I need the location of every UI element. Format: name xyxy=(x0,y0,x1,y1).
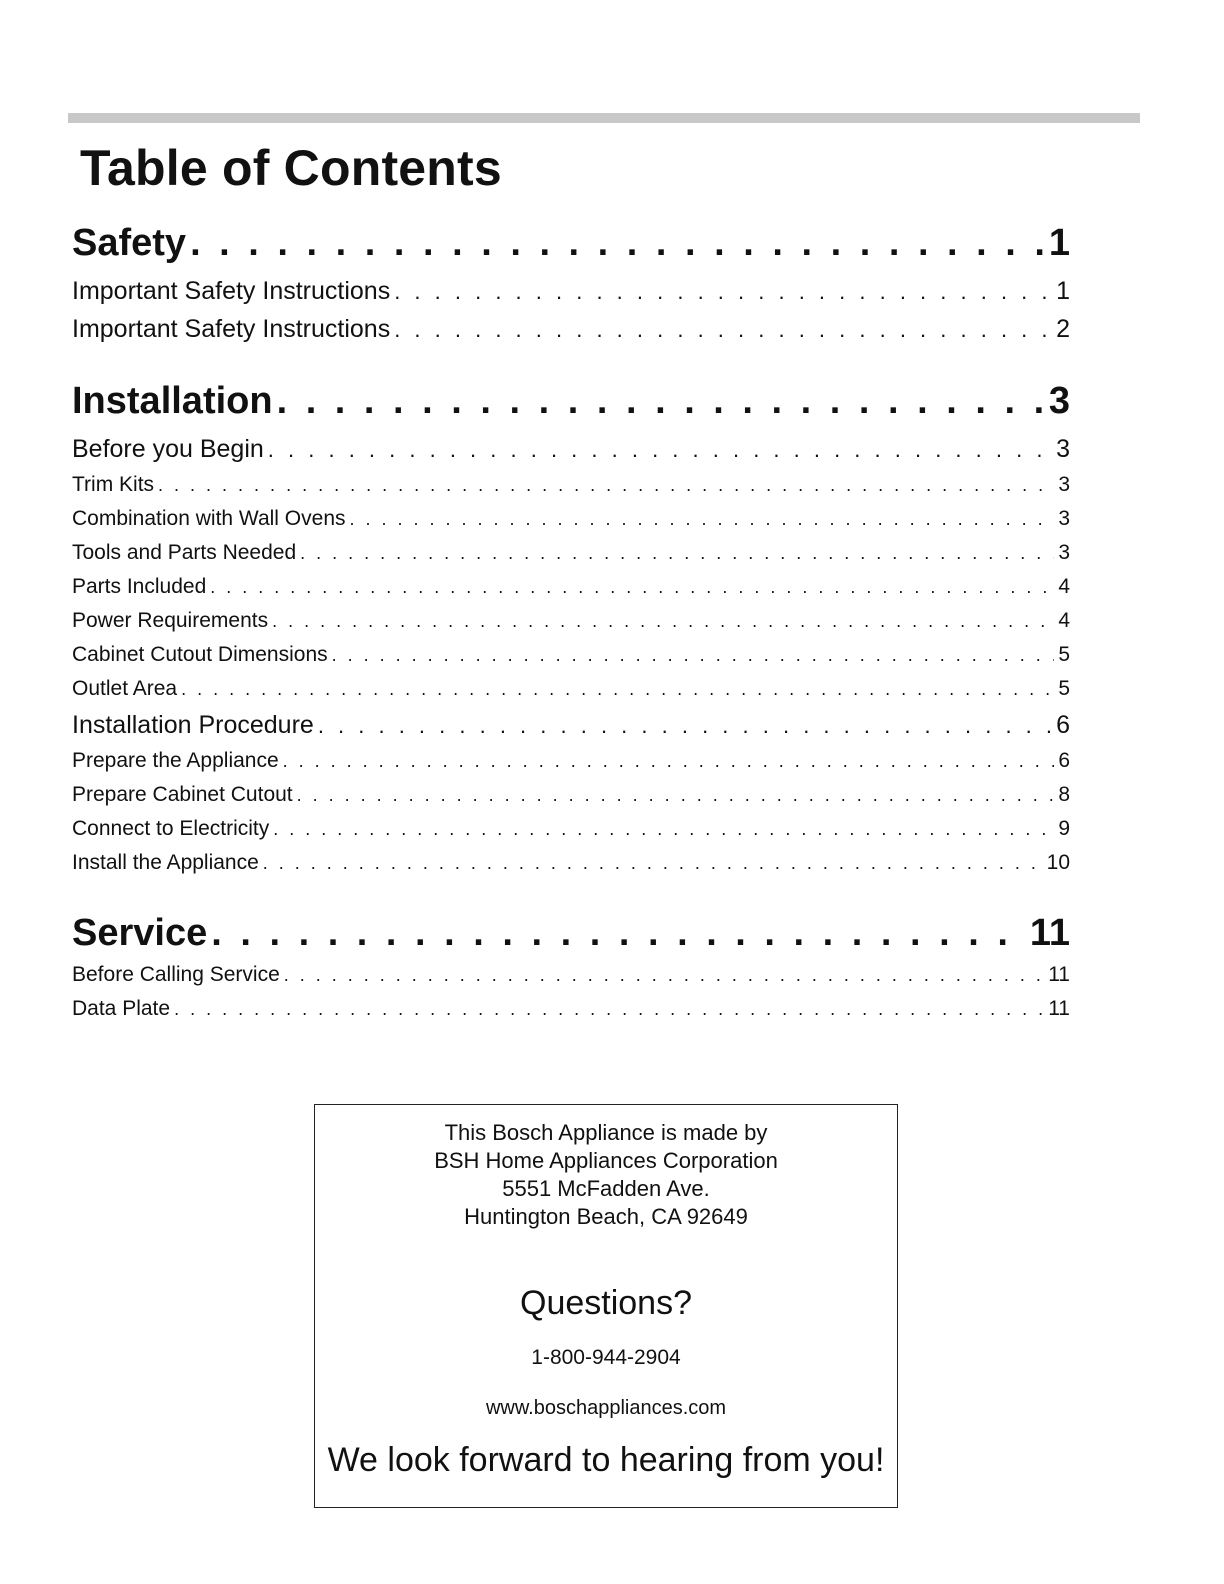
toc-page-number: 4 xyxy=(1058,609,1070,632)
dot-leader xyxy=(297,778,1055,812)
toc-entry-label: Trim Kits xyxy=(72,473,155,496)
toc-page-number: 3 xyxy=(1056,435,1070,463)
dot-leader xyxy=(211,908,1026,958)
toc-page-number: 3 xyxy=(1058,473,1070,496)
toc-entry-label: Parts Included xyxy=(72,575,207,598)
toc-entry[interactable] xyxy=(72,638,1070,672)
dot-leader xyxy=(350,502,1055,536)
toc-entry[interactable] xyxy=(72,310,1070,348)
toc-entry[interactable] xyxy=(72,604,1070,638)
toc-page-number: 5 xyxy=(1058,677,1070,700)
dot-leader xyxy=(318,707,1052,744)
dot-leader xyxy=(332,638,1055,672)
dot-leader xyxy=(174,992,1044,1026)
toc-entry-label: Prepare Cabinet Cutout xyxy=(72,783,293,806)
toc-heading-installation[interactable] xyxy=(72,376,1070,426)
toc-entry-label: Data Plate xyxy=(72,997,171,1020)
dot-leader xyxy=(273,812,1054,846)
table-of-contents xyxy=(72,218,1070,1026)
toc-entry-label: Before Calling Service xyxy=(72,963,280,986)
address-line: Huntington Beach, CA 92649 xyxy=(464,1204,748,1229)
dot-leader xyxy=(284,958,1044,992)
toc-entry[interactable] xyxy=(72,672,1070,706)
dot-leader xyxy=(394,273,1052,310)
toc-page-number: 6 xyxy=(1056,711,1070,739)
toc-entry[interactable] xyxy=(72,272,1070,310)
toc-page-number: 11 xyxy=(1048,963,1070,986)
address-line: This Bosch Appliance is made by xyxy=(444,1120,768,1145)
toc-entry-label: Installation Procedure xyxy=(72,711,314,739)
dot-leader xyxy=(210,570,1054,604)
toc-section-installation xyxy=(72,376,1070,880)
toc-entry[interactable] xyxy=(72,430,1070,468)
toc-page-number: 9 xyxy=(1058,817,1070,840)
toc-heading-safety[interactable] xyxy=(72,218,1070,268)
toc-entry-label: Cabinet Cutout Dimensions xyxy=(72,643,328,666)
toc-entry[interactable] xyxy=(72,846,1070,880)
toc-page-number: 1 xyxy=(1056,277,1070,305)
toc-page-number: 5 xyxy=(1058,643,1070,666)
phone-number[interactable]: 1-800-944-2904 xyxy=(531,1346,681,1369)
toc-entry[interactable] xyxy=(72,744,1070,778)
toc-entry[interactable] xyxy=(72,706,1070,744)
toc-entry[interactable] xyxy=(72,778,1070,812)
toc-entry-label: Important Safety Instructions xyxy=(72,277,391,305)
toc-entry[interactable] xyxy=(72,468,1070,502)
toc-entry[interactable] xyxy=(72,536,1070,570)
toc-heading-label: Service xyxy=(72,912,208,954)
toc-entry[interactable] xyxy=(72,958,1070,992)
toc-page-number: 11 xyxy=(1029,912,1070,954)
dot-leader xyxy=(272,604,1054,638)
toc-page-number: 3 xyxy=(1048,380,1070,422)
dot-leader xyxy=(190,218,1045,268)
toc-heading-service[interactable] xyxy=(72,908,1070,958)
toc-page-number: 8 xyxy=(1058,783,1070,806)
toc-section-service xyxy=(72,908,1070,1026)
toc-entry-label: Tools and Parts Needed xyxy=(72,541,297,564)
dot-leader xyxy=(268,431,1052,468)
toc-page-number: 4 xyxy=(1058,575,1070,598)
dot-leader xyxy=(158,468,1054,502)
top-divider-bar xyxy=(68,113,1140,123)
toc-page-number: 2 xyxy=(1056,315,1070,343)
toc-page-number: 10 xyxy=(1046,851,1070,874)
toc-page-number: 6 xyxy=(1058,749,1070,772)
dot-leader xyxy=(277,376,1045,426)
toc-page-number: 11 xyxy=(1048,997,1070,1020)
toc-entry-label: Before you Begin xyxy=(72,435,264,463)
manufacturer-address xyxy=(315,1119,897,1231)
contact-info-box xyxy=(314,1104,898,1508)
toc-heading-label: Safety xyxy=(72,222,187,264)
dot-leader xyxy=(181,672,1054,706)
address-line: BSH Home Appliances Corporation xyxy=(434,1148,778,1173)
toc-page-number: 1 xyxy=(1048,222,1070,264)
dot-leader xyxy=(263,846,1043,880)
toc-page-number: 3 xyxy=(1058,507,1070,530)
toc-entry[interactable] xyxy=(72,812,1070,846)
questions-heading: Questions? xyxy=(520,1284,692,1322)
toc-entry-label: Prepare the Appliance xyxy=(72,749,279,772)
toc-entry-label: Install the Appliance xyxy=(72,851,259,874)
toc-entry-label: Connect to Electricity xyxy=(72,817,270,840)
toc-page-number: 3 xyxy=(1058,541,1070,564)
toc-entry[interactable] xyxy=(72,570,1070,604)
page-title: Table of Contents xyxy=(80,140,502,196)
toc-entry-label: Important Safety Instructions xyxy=(72,315,391,343)
dot-leader xyxy=(394,311,1052,348)
toc-heading-label: Installation xyxy=(72,380,273,422)
website-link[interactable]: www.boschappliances.com xyxy=(485,1397,727,1419)
address-line: 5551 McFadden Ave. xyxy=(502,1176,710,1201)
toc-entry[interactable] xyxy=(72,502,1070,536)
toc-entry-label: Power Requirements xyxy=(72,609,269,632)
dot-leader xyxy=(283,744,1055,778)
toc-entry-label: Combination with Wall Ovens xyxy=(72,507,346,530)
dot-leader xyxy=(300,536,1054,570)
toc-entry-label: Outlet Area xyxy=(72,677,178,700)
toc-entry[interactable] xyxy=(72,992,1070,1026)
toc-section-safety xyxy=(72,218,1070,348)
closing-message: We look forward to hearing from you! xyxy=(327,1441,885,1479)
